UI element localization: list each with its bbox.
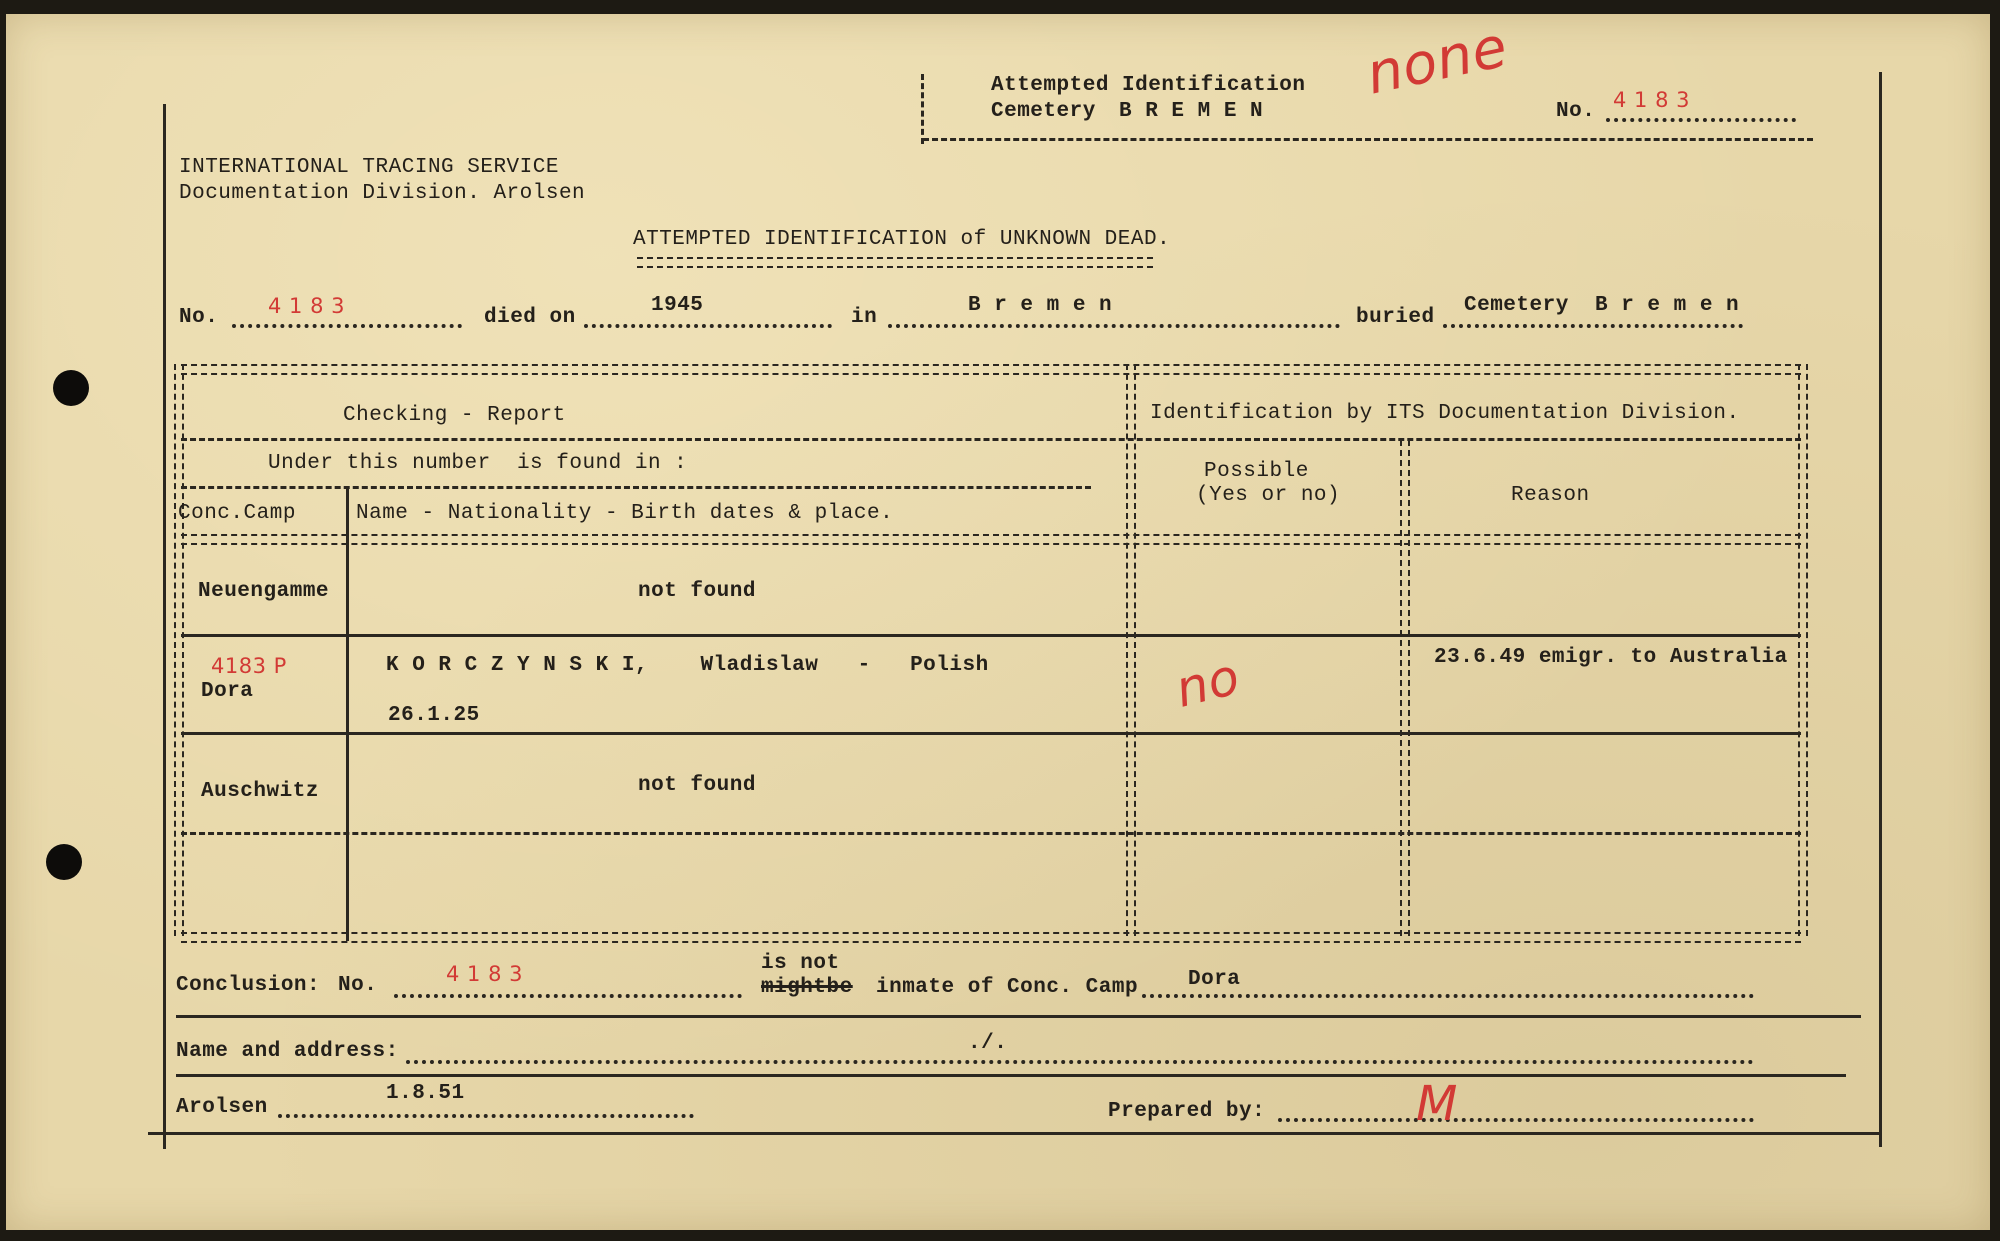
frame-bottom-line (148, 1132, 1881, 1135)
table-left-border (174, 364, 184, 936)
table-camp-divider (346, 486, 349, 941)
table-row-camp: Dora (201, 680, 254, 703)
name-address-value: ./. (968, 1032, 1008, 1055)
header-box-title: Attempted Identification (991, 74, 1306, 97)
table-row-camp-number: 4183 P (211, 654, 287, 678)
org-division: Documentation Division. Arolsen (179, 182, 586, 205)
column-header-possible-2: (Yes or no) (1196, 484, 1341, 507)
punch-hole-top (53, 370, 89, 406)
name-address-underline (176, 1074, 1846, 1077)
document-card (6, 14, 1990, 1230)
table-possible-divider (1400, 440, 1410, 936)
conclusion-underline (176, 1015, 1861, 1018)
conclusion-status-struck: mightbe (761, 976, 853, 999)
record-no-dots (232, 324, 462, 328)
column-header-camp: Conc.Camp (178, 502, 296, 525)
header-box-divider (921, 74, 924, 144)
record-buried-dots (1443, 324, 1743, 328)
identification-header: Identification by ITS Documentation Division. (1150, 402, 1740, 425)
table-row-birth-date: 26.1.25 (388, 704, 480, 727)
record-buried-value: Cemetery B r e m e n (1464, 294, 1740, 317)
record-died-value: 1945 (651, 294, 704, 317)
record-in-label: in (851, 306, 878, 329)
record-in-dots (888, 324, 1340, 328)
record-died-dots (584, 324, 832, 328)
conclusion-inmate-text: inmate of Conc. Camp (876, 976, 1139, 999)
form-title-underline (637, 257, 1153, 268)
frame-left-line (163, 104, 166, 1149)
table-columns-divider (181, 534, 1801, 545)
footer-date-value: 1.8.51 (386, 1082, 465, 1105)
header-box-cemetery-value: B R E M E N (1119, 100, 1264, 123)
conclusion-camp-dots (1142, 994, 1754, 998)
footer-prepared-label: Prepared by: (1108, 1100, 1266, 1123)
punch-hole-bottom (46, 844, 82, 880)
table-header-divider (181, 438, 1801, 441)
name-address-label: Name and address: (176, 1040, 399, 1063)
record-no-value: 4 1 8 3 (268, 294, 345, 318)
footer-prepared-dots (1278, 1118, 1754, 1122)
org-name: INTERNATIONAL TRACING SERVICE (179, 156, 559, 179)
table-main-divider (1126, 364, 1136, 936)
conclusion-no-value: 4 1 8 3 (446, 962, 523, 986)
conclusion-status-typed: is not (761, 952, 840, 975)
checking-report-header: Checking - Report (343, 404, 566, 427)
column-header-name: Name - Nationality - Birth dates & place. (356, 502, 894, 525)
footer-initials: M (1416, 1076, 1458, 1132)
table-right-border (1798, 364, 1808, 936)
table-top-border (181, 364, 1801, 375)
conclusion-camp-value: Dora (1188, 968, 1241, 991)
form-title: ATTEMPTED IDENTIFICATION of UNKNOWN DEAD. (633, 228, 1171, 251)
table-row-camp: Auschwitz (201, 780, 319, 803)
handwritten-none-note: none (1361, 14, 1514, 108)
header-box-no-dots (1606, 118, 1796, 122)
table-row1-divider (181, 634, 1801, 637)
conclusion-label: Conclusion: (176, 974, 321, 997)
record-no-label: No. (179, 306, 219, 329)
table-row2-divider (181, 732, 1801, 735)
table-row-camp: Neuengamme (198, 580, 330, 603)
record-in-value: B r e m e n (968, 294, 1113, 317)
table-row-name: not found (638, 580, 756, 603)
footer-place-label: Arolsen (176, 1096, 268, 1119)
conclusion-no-label: No. (338, 974, 378, 997)
table-row-reason: 23.6.49 emigr. to Australia (1434, 646, 1788, 669)
table-row-name: not found (638, 774, 756, 797)
record-buried-label: buried (1356, 306, 1435, 329)
table-row3-divider (181, 832, 1801, 835)
conclusion-no-dots (394, 994, 742, 998)
header-box-no-value: 4 1 8 3 (1613, 88, 1690, 112)
header-box-cemetery-label: Cemetery (991, 100, 1096, 123)
header-box-underline (923, 138, 1813, 141)
column-header-possible-1: Possible (1204, 460, 1309, 483)
footer-date-dots (278, 1114, 694, 1118)
found-in-header: Under this number is found in : (268, 452, 688, 475)
record-died-label: died on (484, 306, 576, 329)
column-header-reason: Reason (1511, 484, 1590, 507)
table-row-name: K O R C Z Y N S K I, Wladislaw - Polish (386, 654, 989, 677)
table-subheader-divider (181, 486, 1091, 489)
table-bottom-border (181, 932, 1801, 943)
header-box-no-label: No. (1556, 100, 1596, 123)
frame-right-line (1879, 72, 1882, 1147)
name-address-dots (406, 1060, 1754, 1064)
table-row-possible: no (1169, 647, 1246, 719)
